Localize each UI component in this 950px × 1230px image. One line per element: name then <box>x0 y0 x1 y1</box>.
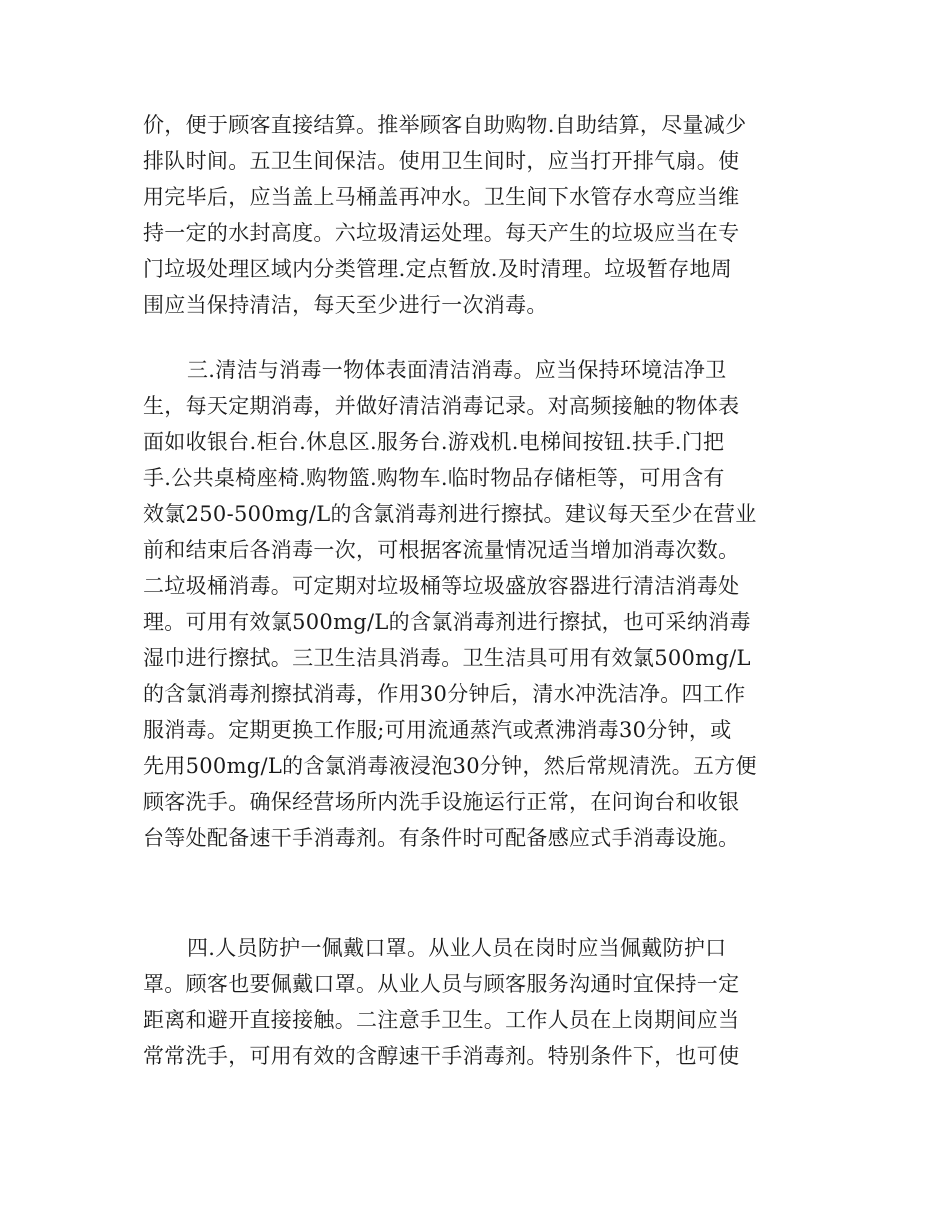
text-line: 四.人员防护一佩戴口罩。从业人员在岗时应当佩戴防护口 <box>187 936 727 960</box>
text-line: 价，便于顾客直接结算。推举顾客自助购物.自助结算，尽量减少 <box>143 113 747 137</box>
text-line: 门垃圾处理区域内分类管理.定点暂放.及时清理。垃圾暂存地周 <box>143 257 733 281</box>
text-line: 先用500mg/L的含氯消毒液浸泡30分钟，然后常规清洗。五方便 <box>143 754 757 778</box>
text-line: 生，每天定期消毒，并做好清洁消毒记录。对高频接触的物体表 <box>143 394 740 418</box>
text-line: 服消毒。定期更换工作服;可用流通蒸汽或煮沸消毒30分钟，或 <box>143 718 732 742</box>
text-line: 理。可用有效氯500mg/L的含氯消毒剂进行擦拭，也可采纳消毒 <box>143 610 751 634</box>
text-line: 湿巾进行擦拭。三卫生洁具消毒。卫生洁具可用有效氯500mg/L <box>143 646 751 670</box>
text-line: 的含氯消毒剂擦拭消毒，作用30分钟后，清水冲洗洁净。四工作 <box>143 682 746 706</box>
paragraph-hygiene-continued <box>143 107 823 323</box>
text-line: 顾客洗手。确保经营场所内洗手设施运行正常，在问询台和收银 <box>143 790 740 814</box>
text-line: 常常洗手，可用有效的含醇速干手消毒剂。特别条件下，也可使 <box>143 1044 740 1068</box>
text-line: 罩。顾客也要佩戴口罩。从业人员与顾客服务沟通时宜保持一定 <box>143 972 740 996</box>
text-line: 距离和避开直接接触。二注意手卫生。工作人员在上岗期间应当 <box>143 1008 740 1032</box>
text-line: 用完毕后，应当盖上马桶盖再冲水。卫生间下水管存水弯应当维 <box>143 185 740 209</box>
text-line: 效氯250-500mg/L的含氯消毒剂进行擦拭。建议每天至少在营业 <box>143 502 757 526</box>
text-line: 三.清洁与消毒一物体表面清洁消毒。应当保持环境洁净卫 <box>187 358 727 382</box>
text-line: 二垃圾桶消毒。可定期对垃圾桶等垃圾盛放容器进行清洁消毒处 <box>143 574 740 598</box>
text-line: 手.公共桌椅座椅.购物篮.购物车.临时物品存储柜等，可用含有 <box>143 466 725 490</box>
text-line: 排队时间。五卫生间保洁。使用卫生间时，应当打开排气扇。使 <box>143 149 740 173</box>
text-line: 持一定的水封高度。六垃圾清运处理。每天产生的垃圾应当在专 <box>143 221 740 245</box>
paragraph-staff-protection <box>143 930 823 1074</box>
text-line: 围应当保持清洁，每天至少进行一次消毒。 <box>143 293 548 317</box>
paragraph-cleaning-disinfection <box>143 352 823 856</box>
text-line: 面如收银台.柜台.休息区.服务台.游戏机.电梯间按钮.扶手.门把 <box>143 430 725 454</box>
text-line: 前和结束后各消毒一次，可根据客流量情况适当增加消毒次数。 <box>143 538 740 562</box>
text-line: 台等处配备速干手消毒剂。有条件时可配备感应式手消毒设施。 <box>143 826 740 850</box>
